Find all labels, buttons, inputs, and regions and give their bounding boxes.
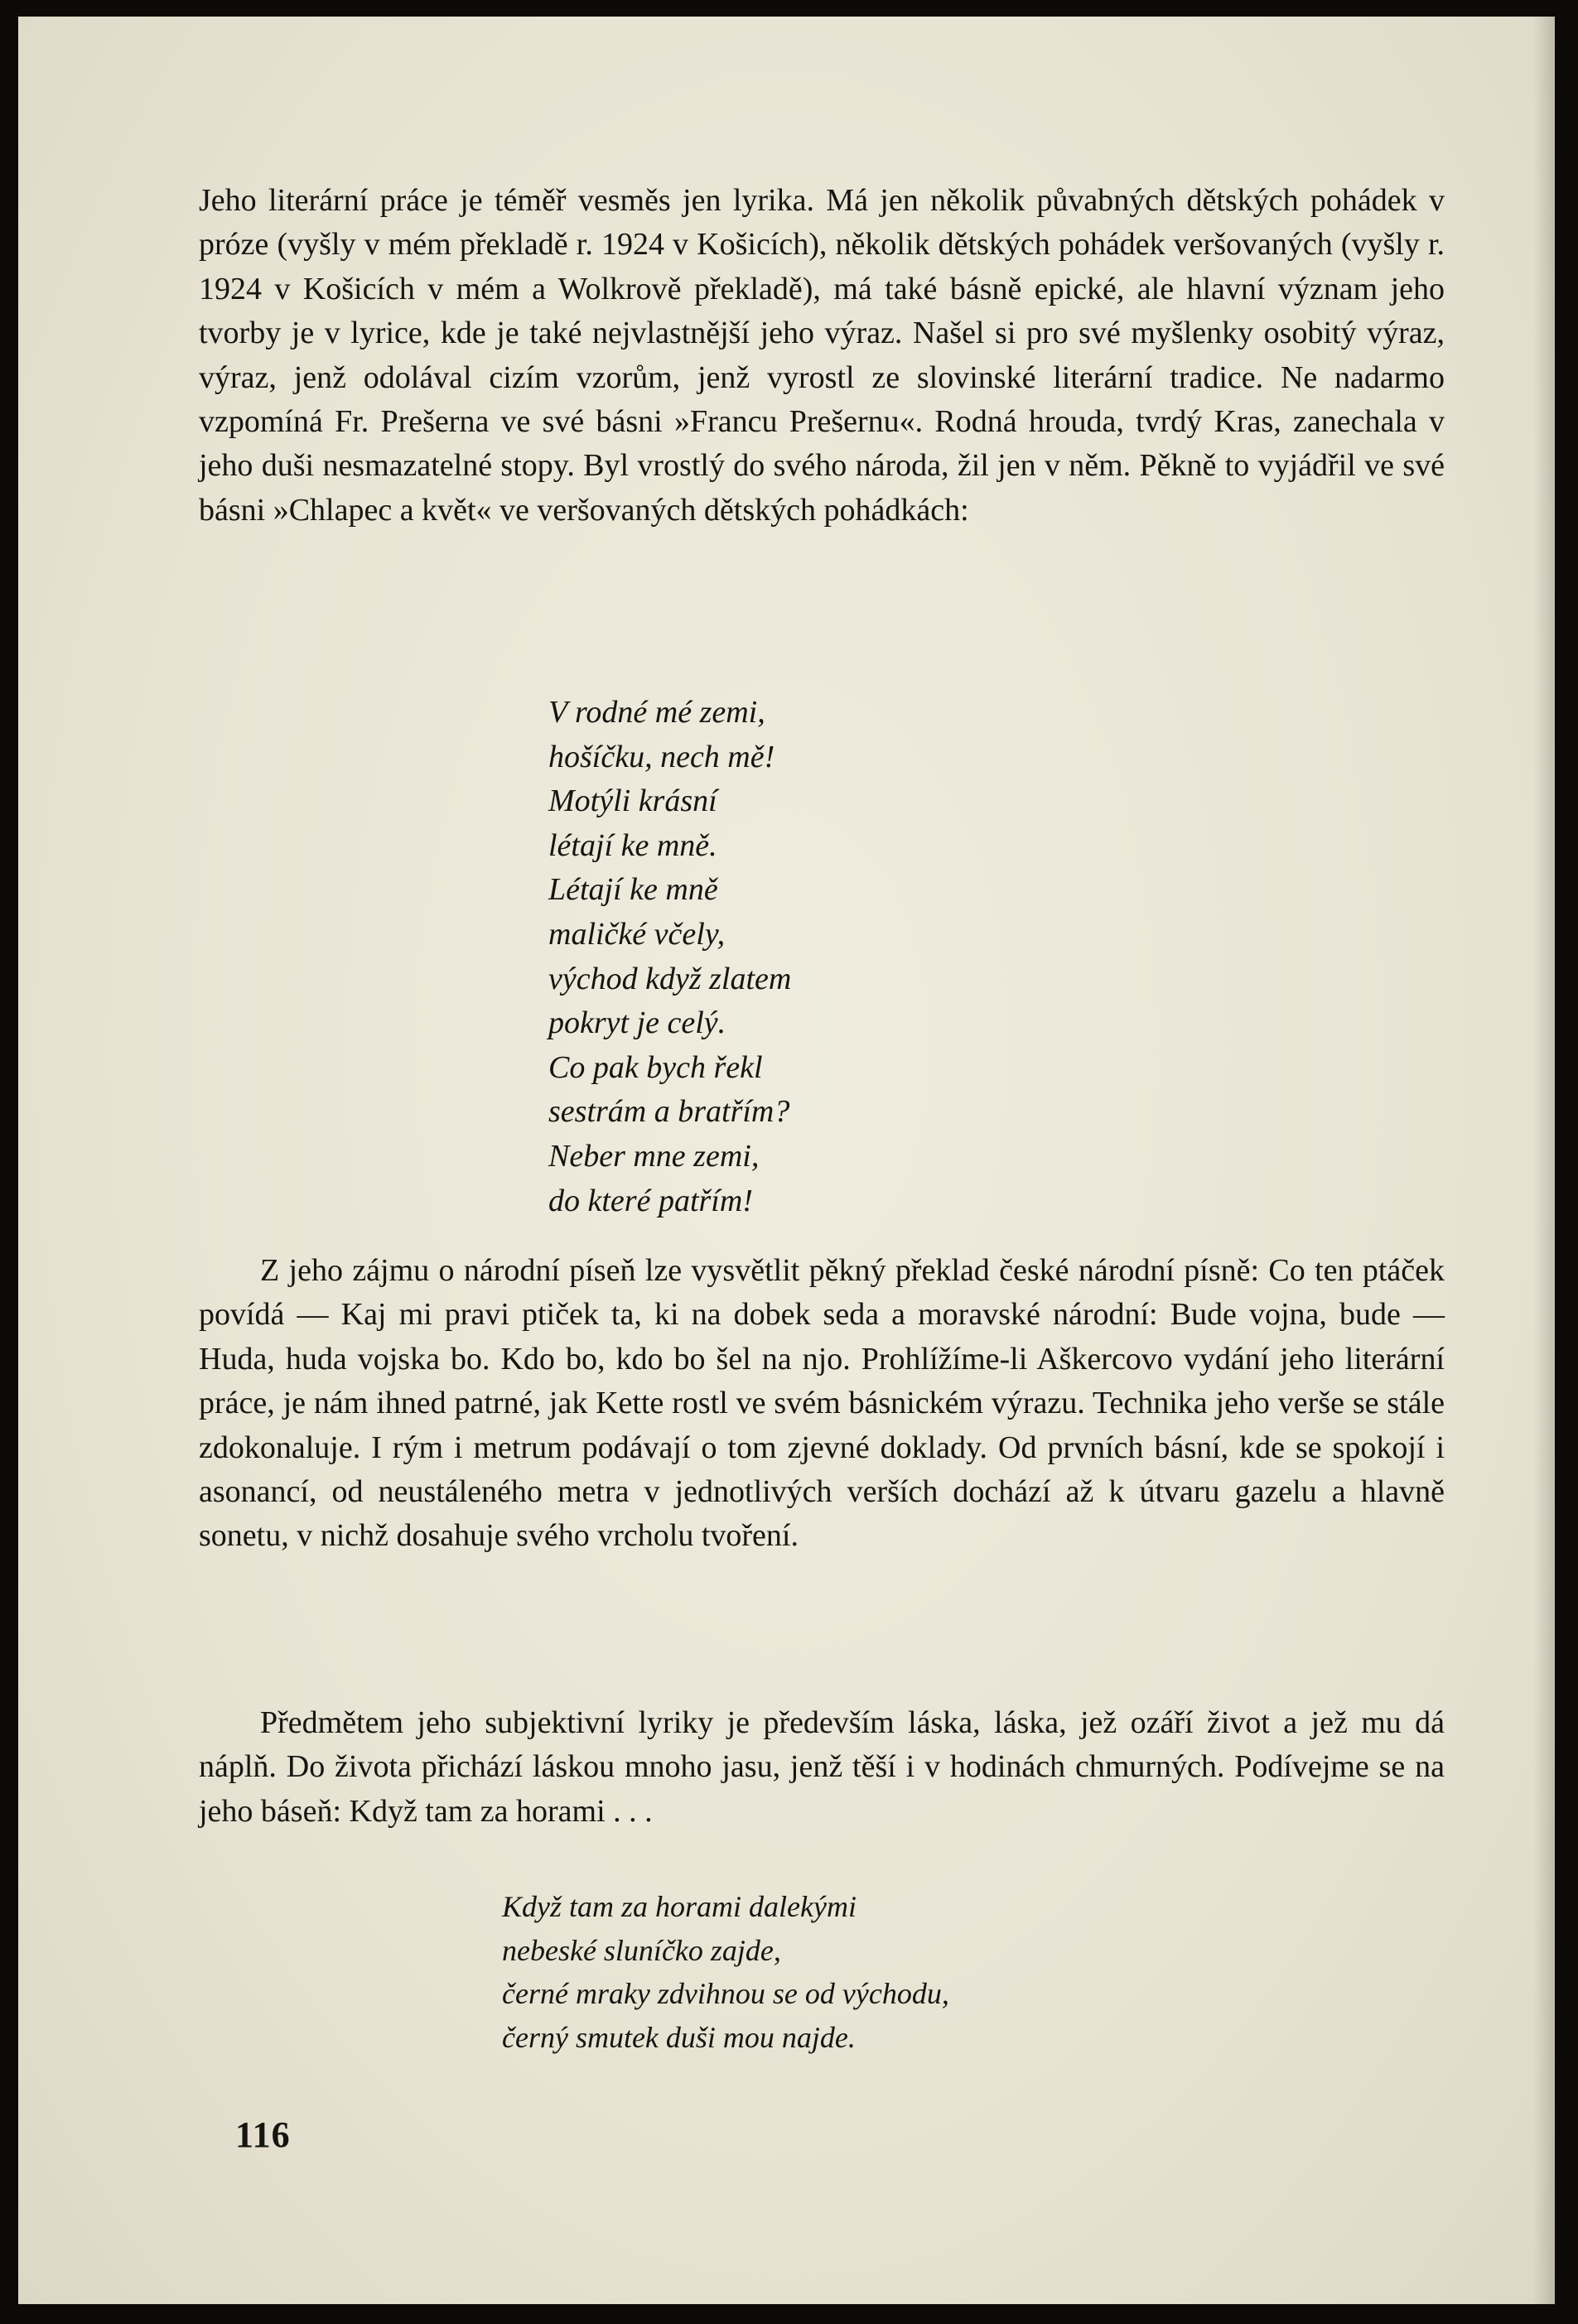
book-page <box>18 17 1555 2304</box>
poem-2-line: Když tam za horami dalekými <box>502 1890 857 1923</box>
poem-1-line: pokryt je celý. <box>548 1005 726 1041</box>
poem-2-line: nebeské sluníčko zajde, <box>502 1933 781 1967</box>
paragraph-2-text: Z jeho zájmu o národní píseň lze vysvětlit pěkný překlad české národní písně: Co ten ptáček povídá — Kaj mi pravi ptiček ta, ki na dobek seda a moravské národní: Bude vojna, bude — Huda, huda vojska bo. Kdo bo, kdo bo šel na njo. Prohlížíme-li Aškercovo vydání jeho literární práce, je nám ihned patrné, jak Kette rostl ve svém básnickém výrazu. Technika jeho verše se stále zdokonaluje. I rým i metrum podávají o tom zjevné doklady. Od prvních básní, kde se spokojí i asonancí, od neustáleného metra v jednotlivých verších dochází až k útvaru gazelu a hlavně sonetu, v nichž dosahuje svého vrcholu tvoření. <box>199 1253 1445 1554</box>
poem-1-line: létají ke mně. <box>548 827 717 863</box>
poem-1-line: do které patřím! <box>548 1183 753 1218</box>
poem-kdyz-tam-za-horami <box>502 1885 949 2059</box>
paragraph-1-text: Jeho literární práce je téměř vesměs jen lyrika. Má jen několik půvabných dětských pohádek v próze (vyšly v mém překladě r. 1924 v Košicích), několik dětských pohádek veršovaných (vyšly r. 1924 v Košicích v mém a Wolkrově překladě), má také básně epické, ale hlavní význam jeho tvorby je v lyrice, kde je také nejvlastnější jeho výraz. Našel si pro své myšlenky osobitý výraz, výraz, jenž odolával cizím vzorům, jenž vyrostl ze slovinské literární tradice. Ne nadarmo vzpomíná Fr. Prešerna ve své básni »Francu Prešernu«. Rodná hrouda, tvrdý Kras, zanechala v jeho duši nesmazatelné stopy. Byl vrostlý do svého národa, žil jen v něm. Pěkně to vyjádřil ve své básni »Chlapec a květ« ve veršovaných dětských pohádkách: <box>199 183 1445 528</box>
poem-chlapec-a-kvet <box>548 691 791 1223</box>
poem-1-line: Létají ke mně <box>548 872 718 908</box>
poem-1-line: V rodné mé zemi, <box>548 695 765 730</box>
poem-1-line: Motýli krásní <box>548 784 717 819</box>
poem-1-line: maličké včely, <box>548 916 726 952</box>
poem-1-line: východ když zlatem <box>548 961 792 996</box>
paragraph-1 <box>199 179 1445 533</box>
poem-2-line: černý smutek duši mou najde. <box>502 2020 856 2054</box>
paragraph-2 <box>199 1249 1445 1559</box>
poem-1-line: sestrám a bratřím? <box>548 1094 790 1130</box>
poem-1-line: Co pak bych řekl <box>548 1049 763 1085</box>
poem-1-line: hošíčku, nech mě! <box>548 739 775 774</box>
paragraph-3 <box>199 1701 1445 1834</box>
page-gutter-shadow <box>1533 17 1555 2304</box>
poem-1-line: Neber mne zemi, <box>548 1138 760 1174</box>
poem-2-line: černé mraky zdvihnou se od východu, <box>502 1977 949 2010</box>
page-number: 116 <box>235 2114 291 2155</box>
paragraph-3-text: Předmětem jeho subjektivní lyriky je především láska, láska, jež ozáří život a jež mu dá náplň. Do života přichází láskou mnoho jasu, jenž těší i v hodinách chmurných. Podívejme se na jeho báseň: Když tam za horami . . . <box>199 1705 1445 1829</box>
